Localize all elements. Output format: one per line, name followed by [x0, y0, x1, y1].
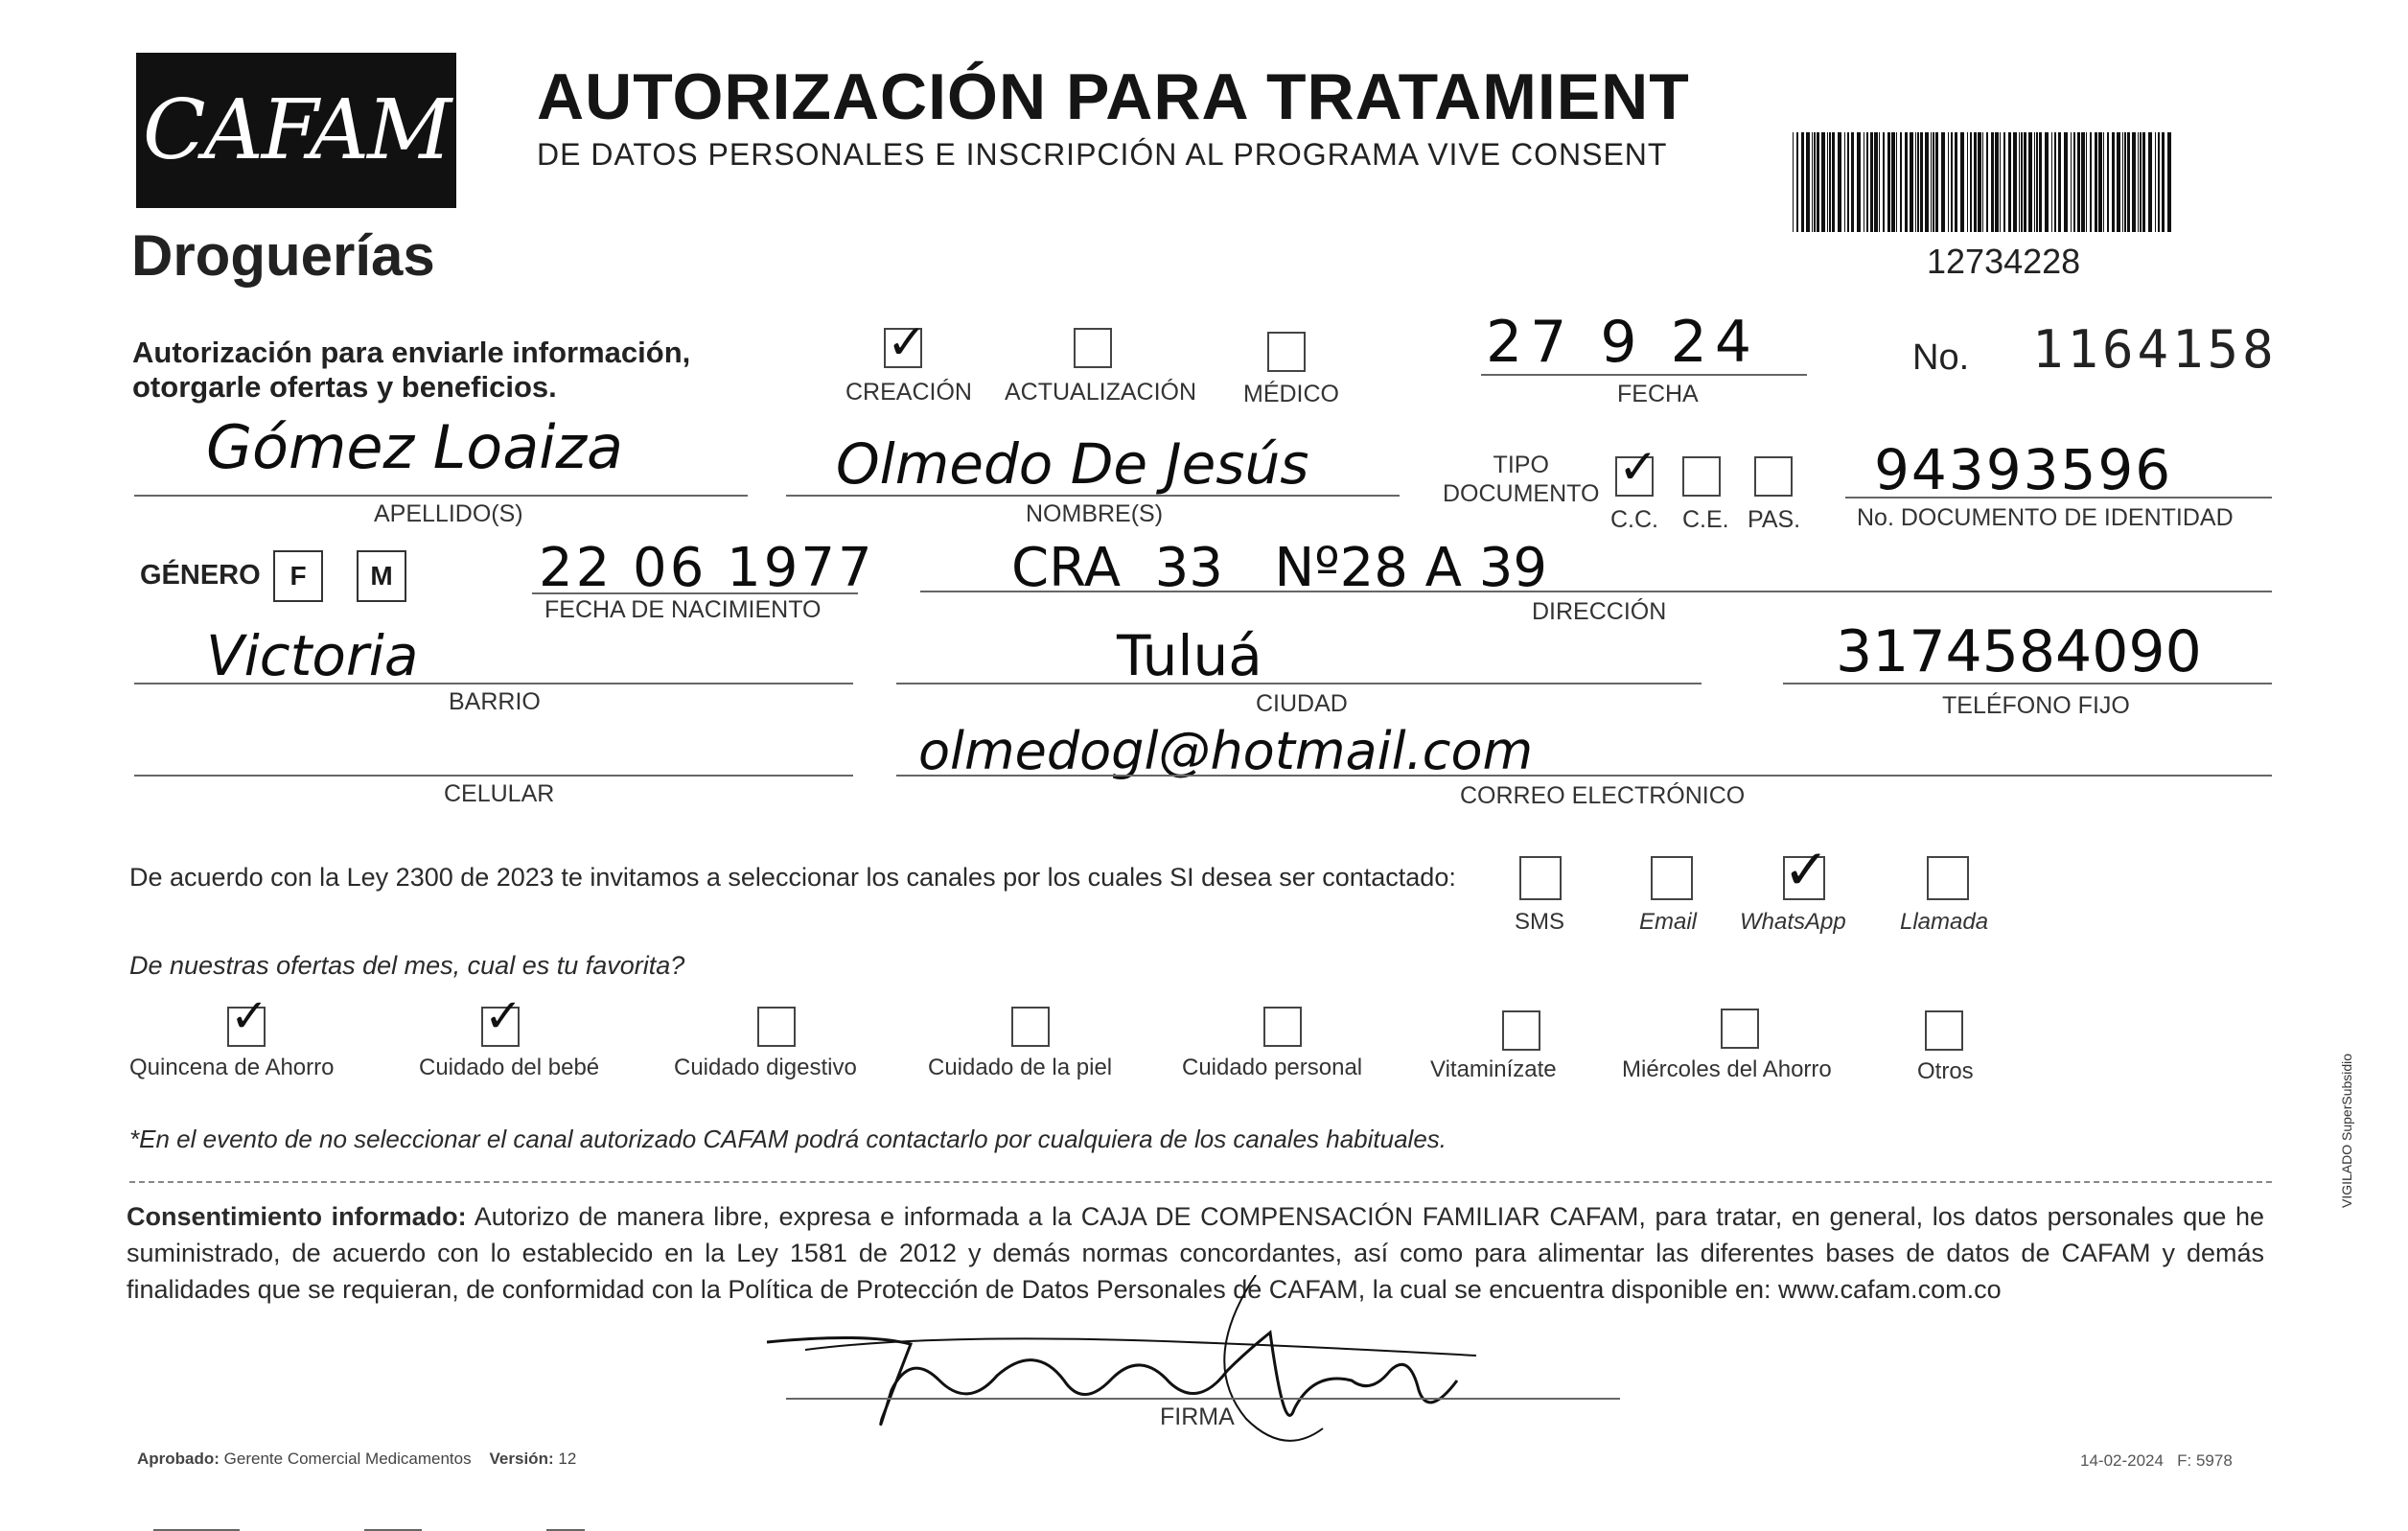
- gender-f-checkbox[interactable]: F: [273, 550, 323, 602]
- cell-label: CELULAR: [444, 780, 555, 807]
- email-channel-label: Email: [1639, 909, 1698, 935]
- ce-label: C.E.: [1682, 506, 1729, 533]
- form-number: 1164158: [2032, 319, 2278, 380]
- auth-heading: Autorización para enviarle información, otorgarle ofertas y beneficios.: [132, 336, 691, 404]
- channels-question: De acuerdo con la Ley 2300 de 2023 te invitamos a seleccionar los canales por los cuales SI desea ser contactado:: [129, 863, 1456, 892]
- phone-label: TELÉFONO FIJO: [1942, 692, 2130, 719]
- birth-date-label: FECHA DE NACIMIENTO: [544, 596, 822, 623]
- names-value[interactable]: Olmedo De Jesús: [836, 431, 1309, 497]
- signature-label: FIRMA: [1160, 1403, 1235, 1430]
- address-label: DIRECCIÓN: [1532, 598, 1667, 625]
- pas-label: PAS.: [1748, 506, 1801, 533]
- cc-check-icon: ✓: [1618, 439, 1658, 495]
- gender-label: GÉNERO: [140, 560, 261, 591]
- actualizacion-checkbox[interactable]: [1074, 328, 1112, 368]
- offer-piel-checkbox[interactable]: [1011, 1007, 1050, 1047]
- offer-otros-checkbox[interactable]: [1925, 1010, 1963, 1051]
- creacion-check-icon: ✓: [887, 314, 927, 370]
- pas-checkbox[interactable]: [1754, 456, 1793, 497]
- city-label: CIUDAD: [1256, 690, 1348, 717]
- surnames-value[interactable]: Gómez Loaiza: [206, 412, 623, 482]
- barrio-label: BARRIO: [449, 688, 541, 715]
- cc-label: C.C.: [1610, 506, 1658, 533]
- offer-miercoles-label: Miércoles del Ahorro: [1622, 1056, 1832, 1082]
- offers-question: De nuestras ofertas del mes, cual es tu favorita?: [129, 951, 685, 980]
- email-checkbox[interactable]: [1651, 856, 1693, 900]
- address-value[interactable]: CRA 33 Nº28 A 39: [1011, 537, 1548, 599]
- doc-number-value[interactable]: 94393596: [1874, 437, 2173, 502]
- whatsapp-check-icon: ✓: [1783, 837, 1830, 902]
- form-subtitle: DE DATOS PERSONALES E INSCRIPCIÓN AL PROGRAMA VIVE CONSENT: [537, 137, 1668, 172]
- actualizacion-label: ACTUALIZACIÓN: [1005, 379, 1197, 406]
- doc-type-label: TIPO DOCUMENTO: [1443, 452, 1600, 507]
- cafam-logo: CAFAM: [136, 53, 456, 208]
- creacion-label: CREACIÓN: [845, 379, 972, 406]
- number-label: No.: [1912, 337, 1970, 378]
- offer-quincena-check-icon: ✓: [230, 989, 269, 1043]
- ce-checkbox[interactable]: [1682, 456, 1721, 497]
- email-label: CORREO ELECTRÓNICO: [1460, 782, 1746, 809]
- sms-checkbox[interactable]: [1519, 856, 1562, 900]
- vigilado-side-text: VIGILADO SuperSubsidio: [2339, 1053, 2354, 1208]
- doc-number-label: No. DOCUMENTO DE IDENTIDAD: [1857, 504, 2234, 531]
- consent-heading: Consentimiento informado:: [127, 1202, 467, 1231]
- names-label: NOMBRE(S): [1026, 500, 1164, 527]
- brand-name: Droguerías: [131, 223, 435, 288]
- sms-label: SMS: [1515, 909, 1565, 935]
- offers-note: *En el evento de no seleccionar el canal autorizado CAFAM podrá contactarlo por cualquiera de los canales habituales.: [129, 1125, 1447, 1153]
- birth-date-value[interactable]: 22 06 1977: [539, 537, 875, 599]
- barcode-number: 12734228: [1927, 242, 2081, 281]
- consent-text: Autorizo de manera libre, expresa e informada a la CAJA DE COMPENSACIÓN FAMILIAR CAFAM, para tratar, en general, los datos personales que he suministrado, de acuerdo con lo establecido en la Ley 1581 de 2012 y demás normas concordantes, así como para alimentar las diferentes bases de datos de CAFAM y demás finalidades que se requieran, de conformidad con la Política de Protección de Datos Personales de CAFAM, la cual se encuentra disponible en: www.cafam.com.co: [127, 1202, 2264, 1304]
- medico-checkbox[interactable]: [1267, 332, 1306, 372]
- form-title: AUTORIZACIÓN PARA TRATAMIENT: [537, 60, 1690, 133]
- city-value[interactable]: Tuluá: [1117, 623, 1262, 688]
- surnames-label: APELLIDO(S): [374, 500, 523, 527]
- footer-approved: Aprobado: Gerente Comercial Medicamentos Versión: 12: [137, 1450, 577, 1468]
- offer-miercoles-checkbox[interactable]: [1721, 1009, 1759, 1049]
- offer-digestivo-label: Cuidado digestivo: [674, 1055, 857, 1080]
- offer-vitaminizate-checkbox[interactable]: [1502, 1010, 1540, 1051]
- offer-digestivo-checkbox[interactable]: [757, 1007, 796, 1047]
- whatsapp-label: WhatsApp: [1740, 909, 1846, 935]
- medico-label: MÉDICO: [1243, 381, 1339, 407]
- gender-m-checkbox[interactable]: M: [357, 550, 406, 602]
- date-value[interactable]: 27 9 24: [1486, 309, 1760, 376]
- barrio-value[interactable]: Victoria: [206, 623, 419, 688]
- offer-vitaminizate-label: Vitaminízate: [1430, 1056, 1557, 1082]
- offer-personal-label: Cuidado personal: [1182, 1055, 1363, 1080]
- offer-bebe-label: Cuidado del bebé: [419, 1055, 600, 1080]
- phone-value[interactable]: 3174584090: [1836, 618, 2202, 685]
- offer-piel-label: Cuidado de la piel: [928, 1055, 1113, 1080]
- offer-bebe-check-icon: ✓: [484, 989, 523, 1043]
- signature-image: [748, 1275, 1534, 1467]
- offer-personal-checkbox[interactable]: [1263, 1007, 1302, 1047]
- offer-quincena-label: Quincena de Ahorro: [129, 1055, 335, 1080]
- llamada-label: Llamada: [1900, 909, 1989, 935]
- footer-date-code: 14-02-2024 F: 5978: [2080, 1451, 2233, 1470]
- email-value[interactable]: olmedogl@hotmail.com: [918, 721, 1534, 781]
- barcode-image: [1793, 132, 2176, 232]
- date-label: FECHA: [1617, 381, 1699, 407]
- offer-otros-label: Otros: [1917, 1058, 1974, 1084]
- llamada-checkbox[interactable]: [1927, 856, 1969, 900]
